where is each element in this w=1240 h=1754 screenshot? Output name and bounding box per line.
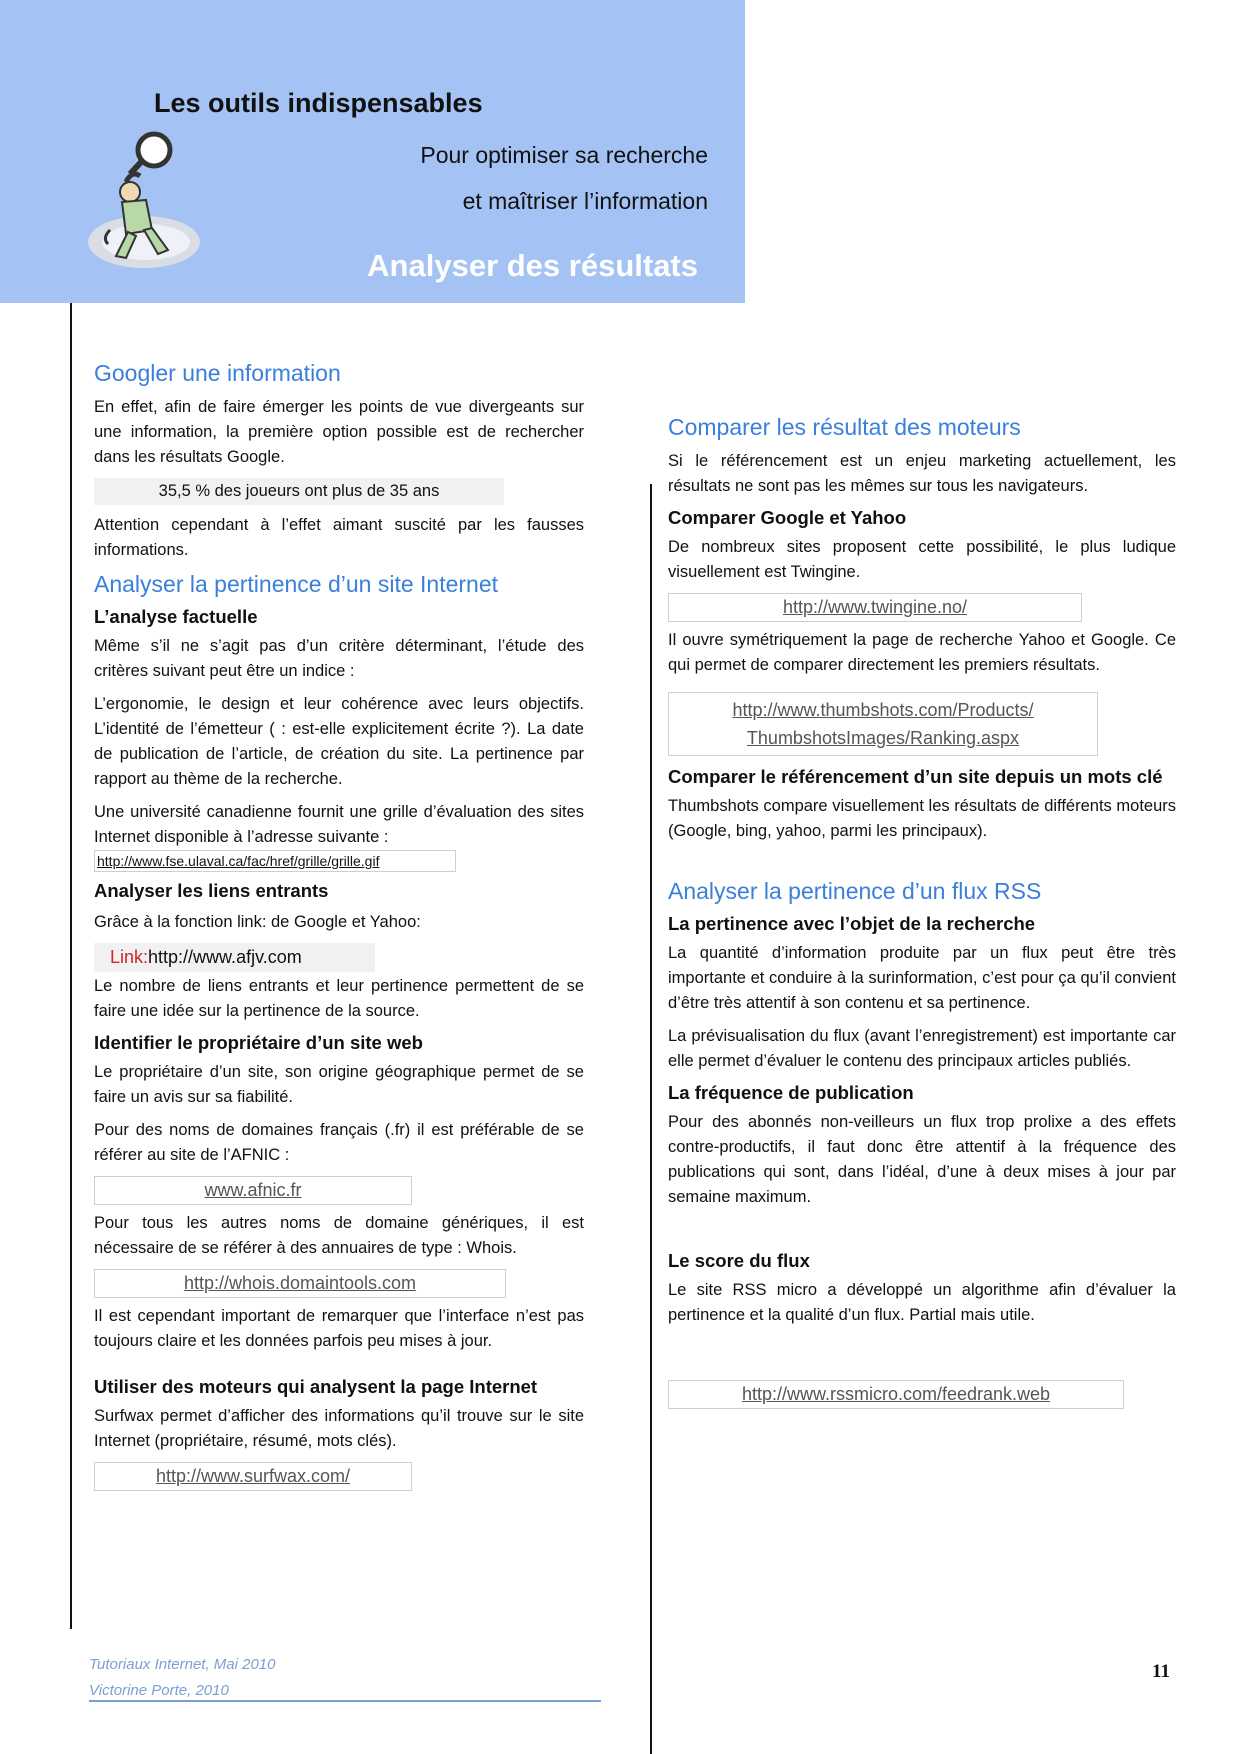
liens-paragraph-2: Le nombre de liens entrants et leur pertinence permettent de se faire une idée sur la pertinence de la source.	[94, 977, 584, 1020]
link-prefix: Link:	[110, 947, 149, 967]
link-rssmicro[interactable]: http://www.rssmicro.com/feedrank.web	[741, 1384, 1051, 1404]
link-whois-box	[94, 1269, 506, 1298]
rss-paragraph-2: La prévisualisation du flux (avant l’enregistrement) est importante car elle permet d’évaluer le contenu des principaux articles publiés.	[668, 1027, 1176, 1070]
sub-objet-recherche: La pertinence avec l’objet de la recherche	[668, 913, 1036, 934]
proprietaire-paragraph-4: Il est cependant important de remarquer que l’interface n’est pas toujours claire et les données parfois peu mises à jour.	[94, 1307, 584, 1350]
link-afnic[interactable]: www.afnic.fr	[204, 1180, 302, 1200]
sub-frequence: La fréquence de publication	[668, 1082, 914, 1103]
heading-comparer: Comparer les résultat des moteurs	[668, 414, 1021, 440]
header-title: Les outils indispensables	[154, 88, 483, 118]
page-number: 11	[1152, 1661, 1170, 1682]
header-subtitle-2: et maîtriser l’information	[462, 188, 708, 214]
right-column	[668, 414, 1176, 1415]
footer-rule	[89, 1700, 601, 1702]
comparer-paragraph-4: Thumbshots compare visuellement les résultats de différents moteurs (Google, bing, yahoo, parmi les principaux).	[668, 797, 1176, 840]
googler-paragraph-2: Attention cependant à l’effet aimant suscité par les fausses informations.	[94, 516, 584, 559]
proprietaire-paragraph-1: Le propriétaire d’un site, son origine géographique permet de se faire un avis sur sa fiabilité.	[94, 1063, 584, 1106]
pertinence-paragraph-2: L’ergonomie, le design et leur cohérence avec leurs objectifs. L’identité de l’émetteur ( : est-elle explicitement écrite ?). La date de publication de l’article, de création du site. La pertinence par rapport au thème de la recherche.	[94, 695, 584, 788]
link-grille[interactable]: http://www.fse.ulaval.ca/fac/href/grille/grille.gif	[94, 850, 456, 872]
link-thumbshots-box	[668, 692, 1098, 756]
link-thumbshots-line2[interactable]: ThumbshotsImages/Ranking.aspx	[746, 728, 1020, 748]
link-rssmicro-box	[668, 1380, 1124, 1409]
left-rule	[70, 303, 72, 1629]
comparer-paragraph-2: De nombreux sites proposent cette possibilité, le plus ludique visuellement est Twingine.	[668, 538, 1176, 581]
rss-paragraph-4: Le site RSS micro a développé un algorithme afin d’évaluer la pertinence et la qualité d’un flux. Partial mais utile.	[668, 1281, 1176, 1324]
sub-google-yahoo: Comparer Google et Yahoo	[668, 507, 907, 528]
header-subtitle-1: Pour optimiser sa recherche	[420, 142, 708, 168]
heading-rss: Analyser la pertinence d’un flux RSS	[668, 878, 1042, 904]
pertinence-paragraph-1: Même s’il ne s’agit pas d’un critère déterminant, l’étude des critères suivant peut être un indice :	[94, 637, 584, 680]
googler-paragraph-1: En effet, afin de faire émerger les points de vue divergeants sur une information, la première option possible est de rechercher dans les résultats Google.	[94, 398, 584, 466]
sub-liens-entrants: Analyser les liens entrants	[94, 880, 329, 901]
proprietaire-paragraph-3: Pour tous les autres noms de domaine génériques, il est nécessaire de se référer à des annuaires de type : Whois.	[94, 1214, 584, 1257]
footer-line-2: Victorine Porte, 2010	[89, 1682, 229, 1699]
column-rule	[650, 484, 652, 1754]
magnifier-character-icon	[86, 130, 210, 270]
link-thumbshots-line1[interactable]: http://www.thumbshots.com/Products/	[732, 700, 1034, 720]
section-title: Analyser des résultats	[367, 248, 698, 283]
footer	[89, 1652, 276, 1704]
header-banner	[0, 0, 745, 303]
sub-proprietaire: Identifier le propriétaire d’un site web	[94, 1032, 423, 1053]
link-whois[interactable]: http://whois.domaintools.com	[183, 1273, 417, 1293]
sub-referencement: Comparer le référencement d’un site depuis un mots clé	[668, 766, 1163, 787]
sub-moteurs-analyse: Utiliser des moteurs qui analysent la page Internet	[94, 1376, 538, 1397]
link-surfwax-box	[94, 1462, 412, 1491]
comparer-paragraph-3: Il ouvre symétriquement la page de recherche Yahoo et Google. Ce qui permet de comparer directement les premiers résultats.	[668, 631, 1176, 674]
pertinence-paragraph-3: Une université canadienne fournit une grille d’évaluation des sites Internet disponible à l’adresse suivante :	[94, 803, 584, 846]
footer-line-1: Tutoriaux Internet, Mai 2010	[89, 1656, 276, 1673]
moteurs-paragraph: Surfwax permet d’afficher des informations qu’il trouve sur le site Internet (propriétaire, résumé, mots clés).	[94, 1407, 584, 1450]
link-afnic-box	[94, 1176, 412, 1205]
link-example	[94, 943, 375, 972]
left-column	[94, 360, 584, 1497]
sub-analyse-factuelle: L’analyse factuelle	[94, 606, 258, 627]
link-twingine-box	[668, 593, 1082, 622]
sub-score: Le score du flux	[668, 1250, 810, 1271]
proprietaire-paragraph-2: Pour des noms de domaines français (.fr) il est préférable de se référer au site de l’AFNIC :	[94, 1121, 584, 1164]
link-url[interactable]: http://www.afjv.com	[148, 947, 302, 967]
rss-paragraph-3: Pour des abonnés non-veilleurs un flux trop prolixe a des effets contre-productifs, il faut donc être attentif à la fréquence des publications qui sont, dans l’idéal, d’une à deux mises à jour par semaine maximum.	[668, 1113, 1176, 1206]
liens-paragraph-1: Grâce à la fonction link: de Google et Yahoo:	[94, 913, 421, 931]
link-surfwax[interactable]: http://www.surfwax.com/	[155, 1466, 351, 1486]
rss-paragraph-1: La quantité d’information produite par un flux peut être très importante et conduire à la surinformation, c’est pour ça qu’il convient d’être très attentif à son contenu et sa pertinence.	[668, 944, 1176, 1012]
quote-box: 35,5 % des joueurs ont plus de 35 ans	[94, 478, 504, 505]
link-twingine[interactable]: http://www.twingine.no/	[782, 597, 968, 617]
comparer-paragraph-1: Si le référencement est un enjeu marketing actuellement, les résultats ne sont pas les mêmes sur tous les navigateurs.	[668, 452, 1176, 495]
heading-googler: Googler une information	[94, 360, 341, 386]
heading-pertinence-site: Analyser la pertinence d’un site Internet	[94, 571, 499, 597]
